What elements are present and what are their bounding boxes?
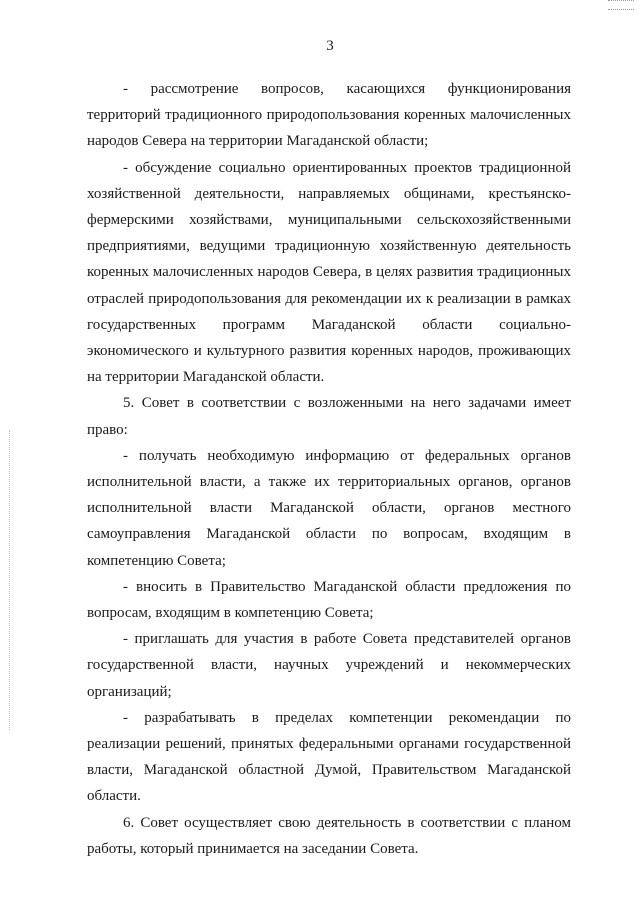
paragraph-territories: - рассмотрение вопросов, касающихся функционирования территорий традиционного природопользования коренных малочисленных народов Севера на территории Магаданской области; (87, 81, 571, 150)
paragraph-work-plan: 6. Совет осуществляет свою деятельность в соответствии с планом работы, который принимается на заседании Совета. (87, 814, 571, 857)
paragraph-submit-proposals: - вносить в Правительство Магаданской области предложения по вопросам, входящим в компетенцию Совета; (87, 578, 571, 622)
paragraph-council-rights: 5. Совет в соответствии с возложенными на него задачами имеет право: (87, 395, 571, 438)
page-number: 3 (326, 38, 334, 54)
paragraph-develop-recommendations: - разрабатывать в пределах компетенции рекомендации по реализации решений, принятых федеральными органами государственной власти, Магаданской областной Думой, Правительством Магаданской области. (87, 709, 571, 805)
paragraph-projects: - обсуждение социально ориентированных проектов традиционной хозяйственной деятельности, направляемых общинами, крестьянско-фермерскими хозяйствами, муниципальными сельскохозяйственными предприятиями, ведущими традиционную хозяйственную деятельность коренных малочисленных народов Севера, в целях развития традиционных отраслей природопользования для рекомендации их к реализации в рамках государственных программ Магаданской области социально-экономического и культурного развития коренных народов, проживающих на территории Магаданской области. (87, 159, 571, 386)
scan-edge-mark (608, 0, 634, 10)
scan-margin-mark (9, 430, 11, 730)
paragraph-obtain-information: - получать необходимую информацию от федеральных органов исполнительной власти, а также их территориальных органов, органов исполнительной власти Магаданской области, органов местного самоуправления Магаданской области по вопросам, входящим в компетенцию Совета; (87, 447, 571, 569)
paragraph-invite-representatives: - приглашать для участия в работе Совета представителей органов государственной власти, научных учреждений и некоммерческих организаций; (87, 631, 571, 700)
document-body (87, 76, 571, 862)
